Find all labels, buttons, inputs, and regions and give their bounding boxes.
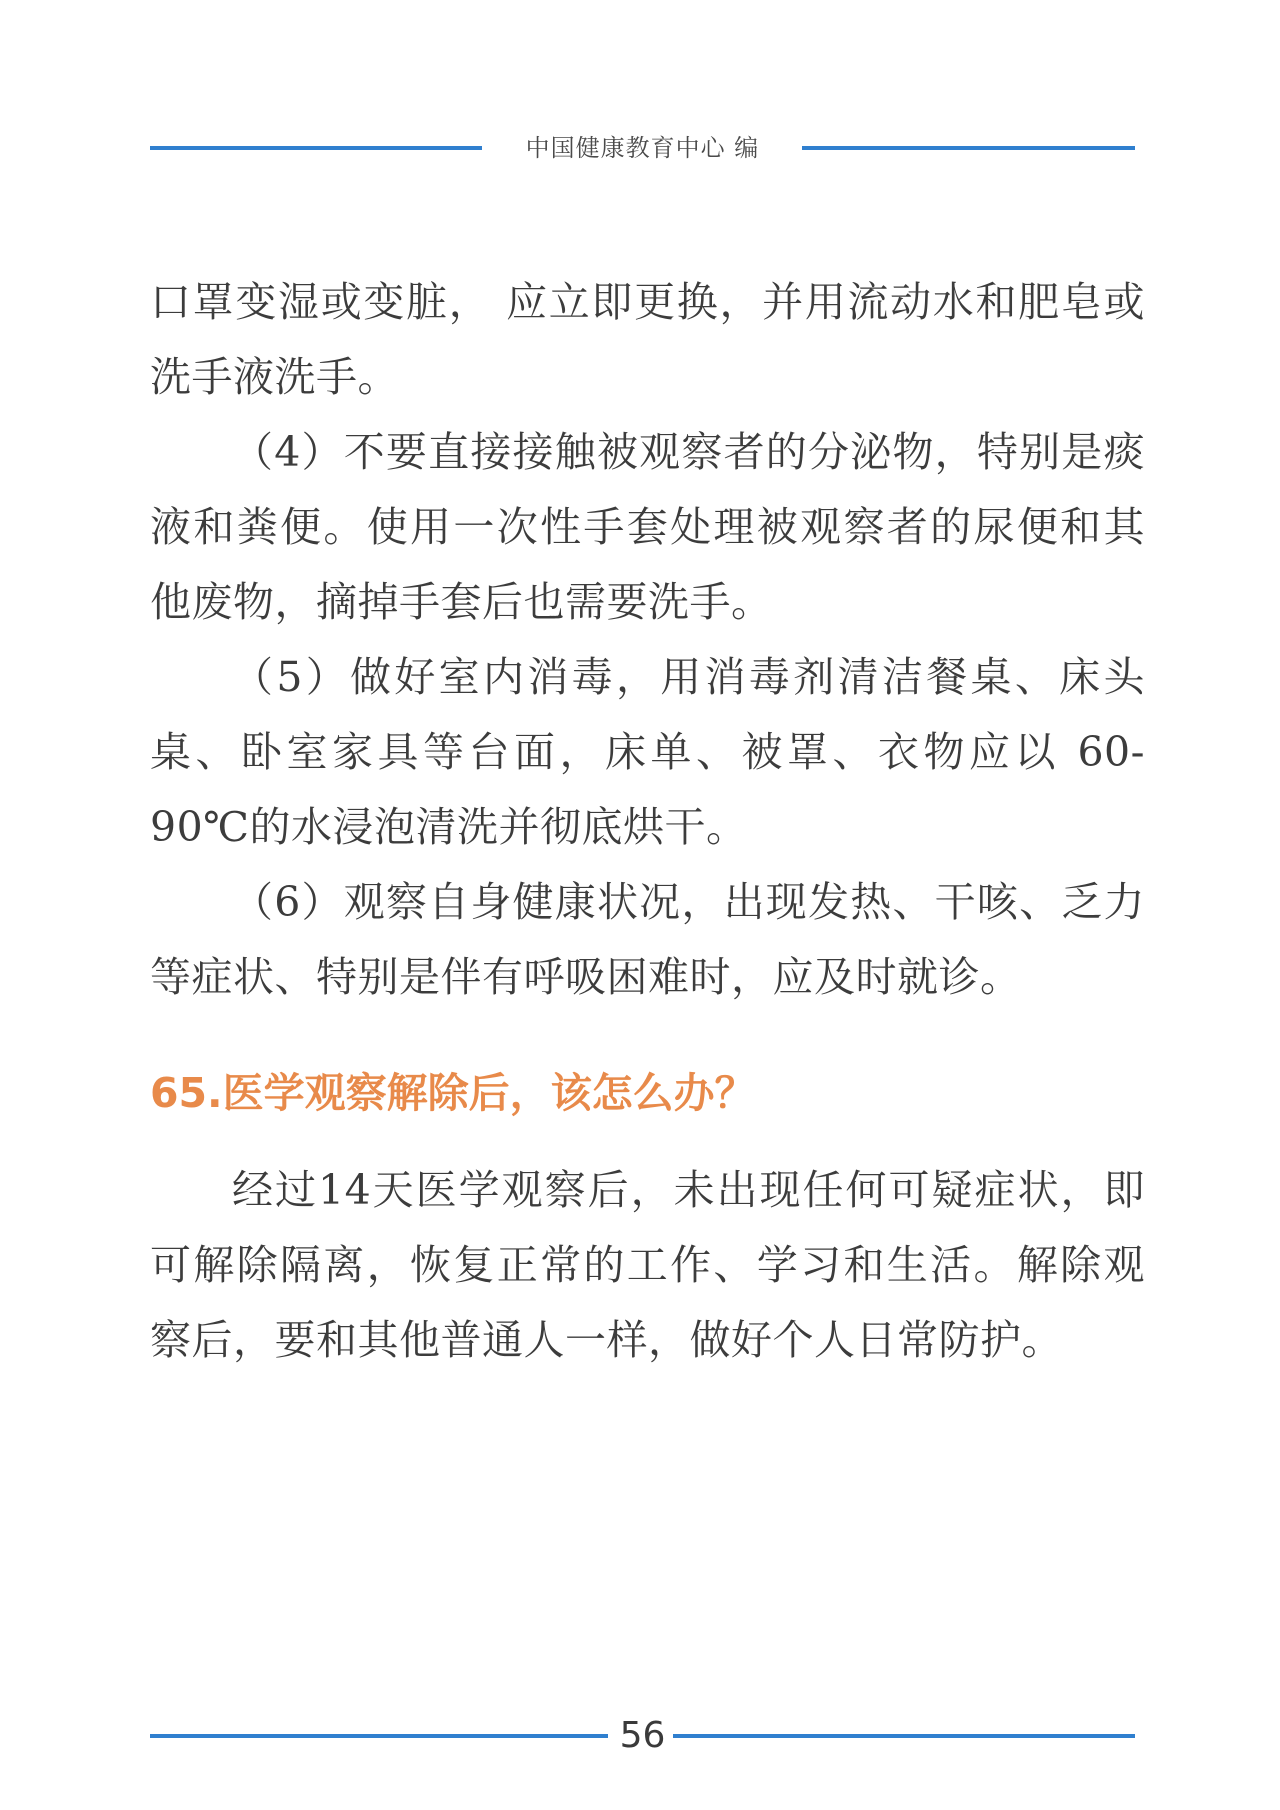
paragraph-item-5: （5）做好室内消毒，用消毒剂清洁餐桌、床头桌、卧室家具等台面，床单、被罩、衣物应以 60-90℃的水浸泡清洗并彻底烘干。 [150,653,1145,851]
paragraph-item-6: （6）观察自身健康状况，出现发热、干咳、乏力等症状、特别是伴有呼吸困难时，应及时就诊。 [150,878,1145,1001]
page-number: 56 [619,1715,666,1756]
footer-rule-right [673,1734,1135,1738]
page-header [150,130,1135,170]
header-text: 中国健康教育中心 编 [525,134,760,162]
page-content [150,265,1145,1378]
page-footer [150,1712,1135,1762]
section-body: 经过14天医学观察后，未出现任何可疑症状，即可解除隔离，恢复正常的工作、学习和生活。解除观察后，要和其他普通人一样，做好个人日常防护。 [150,1166,1145,1364]
paragraph-continuation: 口罩变湿或变脏， 应立即更换，并用流动水和肥皂或洗手液洗手。 [150,278,1145,401]
paragraph-item-4: （4）不要直接接触被观察者的分泌物，特别是痰液和粪便。使用一次性手套处理被观察者的尿便和其他废物，摘掉手套后也需要洗手。 [150,428,1145,626]
section-title: 65.医学观察解除后，该怎么办？ [150,1069,756,1117]
header-rule-right [802,146,1135,150]
